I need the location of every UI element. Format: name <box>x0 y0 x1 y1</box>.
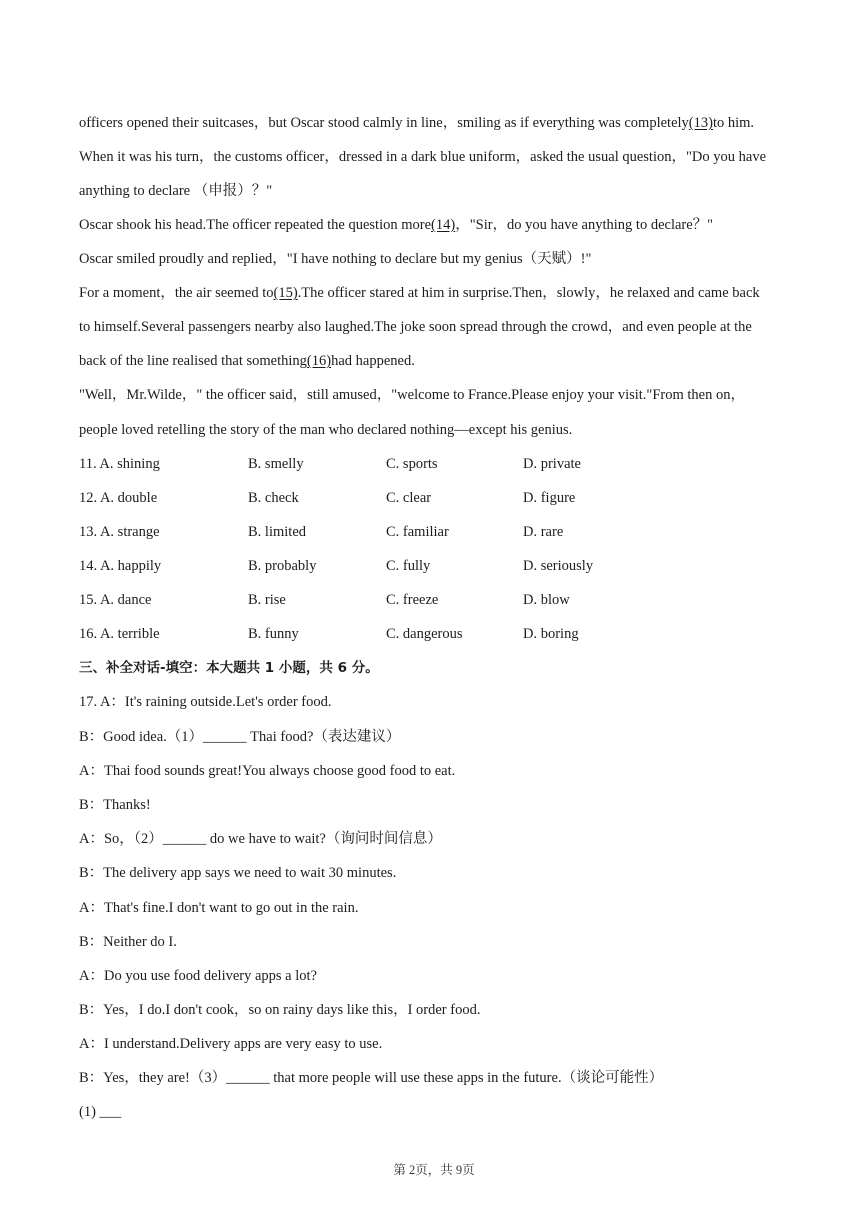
option-c: C. sports <box>386 456 438 472</box>
question-12-options <box>79 488 791 508</box>
option-a: 11. A. shining <box>79 456 160 472</box>
option-d: D. seriously <box>523 558 594 574</box>
option-b: B. probably <box>248 558 317 574</box>
dialogue-line: B：Thanks! <box>79 797 151 813</box>
passage-text: had happened. <box>331 353 415 369</box>
answer-line-1: (1) ___ <box>79 1104 122 1120</box>
page-footer: 第 2页，共 9页 <box>393 1163 475 1177</box>
dialogue-line: A：I understand.Delivery apps are very easy to use. <box>79 1036 383 1052</box>
passage-line-1 <box>79 113 791 133</box>
section-title: 三、补全对话-填空：本大题共 1 小题，共 6 分。 <box>79 660 379 676</box>
dialogue-line: B：Neither do I. <box>79 934 177 950</box>
blank-13: (13) <box>688 115 713 131</box>
passage-line-6 <box>79 283 791 303</box>
blank-15: (15) <box>273 285 298 301</box>
question-14-options <box>79 556 791 576</box>
dialogue-line: B：Yes，I do.I don't cook，so on rainy days like this，I order food. <box>79 1002 481 1018</box>
option-d: D. blow <box>523 592 570 608</box>
dialogue-line: B：The delivery app says we need to wait 30 minutes. <box>79 865 397 881</box>
dialogue-line: A：Do you use food delivery apps a lot? <box>79 968 317 984</box>
option-b: B. funny <box>248 626 299 642</box>
option-c: C. familiar <box>386 524 449 540</box>
dialogue-line: A：Thai food sounds great!You always choose good food to eat. <box>79 763 456 779</box>
dialogue-line: A：That's fine.I don't want to go out in the rain. <box>79 900 359 916</box>
option-a: 14. A. happily <box>79 558 162 574</box>
option-b: B. limited <box>248 524 306 540</box>
passage-line-10: people loved retelling the story of the man who declared nothing—except his genius. <box>79 422 573 438</box>
option-c: C. fully <box>386 558 431 574</box>
option-b: B. check <box>248 490 299 506</box>
passage-line-2: When it was his turn，the customs officer，dressed in a dark blue uniform，asked the usual question，"Do you have <box>79 149 767 165</box>
passage-line-8 <box>79 351 791 371</box>
passage-line-7: to himself.Several passengers nearby also laughed.The joke soon spread through the crowd，and even people at the <box>79 319 752 335</box>
option-c: C. dangerous <box>386 626 463 642</box>
dialogue-line: 17. A：It's raining outside.Let's order food. <box>79 694 332 710</box>
option-a: 15. A. dance <box>79 592 152 608</box>
dialogue-line: A：So，（2）______ do we have to wait?（询问时间信息） <box>79 831 442 847</box>
passage-text: back of the line realised that something <box>79 353 307 369</box>
question-11-options <box>79 454 791 474</box>
question-16-options <box>79 624 791 644</box>
option-d: D. private <box>523 456 581 472</box>
option-c: C. freeze <box>386 592 439 608</box>
passage-text: officers opened their suitcases，but Oscar stood calmly in line，smiling as if everything was completely <box>79 115 689 131</box>
passage-text: .The officer stared at him in surprise.Then，slowly，he relaxed and came back <box>297 285 760 301</box>
option-b: B. smelly <box>248 456 304 472</box>
passage-line-4 <box>79 215 791 235</box>
option-d: D. rare <box>523 524 564 540</box>
blank-16: (16) <box>306 353 332 369</box>
option-a: 13. A. strange <box>79 524 160 540</box>
question-13-options <box>79 522 791 542</box>
passage-text: to him. <box>712 115 755 131</box>
passage-line-9: "Well，Mr.Wilde，" the officer said，still amused，"welcome to France.Please enjoy your visit."From then on， <box>79 387 745 403</box>
option-a: 12. A. double <box>79 490 158 506</box>
passage-text: For a moment，the air seemed to <box>79 285 274 301</box>
dialogue-line: B：Yes，they are!（3）______ that more people will use these apps in the future.（谈论可能性） <box>79 1070 664 1086</box>
passage-line-5: Oscar smiled proudly and replied，"I have nothing to declare but my genius（天赋）!" <box>79 251 592 267</box>
option-d: D. figure <box>523 490 576 506</box>
passage-text: Oscar shook his head.The officer repeated the question more <box>79 217 432 233</box>
passage-line-3: anything to declare （申报）？" <box>79 183 273 199</box>
dialogue-line: B：Good idea.（1）______ Thai food?（表达建议） <box>79 729 401 745</box>
option-a: 16. A. terrible <box>79 626 160 642</box>
passage-text: ，"Sir，do you have anything to declare？" <box>455 217 714 233</box>
blank-14: (14) <box>431 217 456 233</box>
option-b: B. rise <box>248 592 286 608</box>
option-d: D. boring <box>523 626 579 642</box>
option-c: C. clear <box>386 490 432 506</box>
question-15-options <box>79 590 791 610</box>
